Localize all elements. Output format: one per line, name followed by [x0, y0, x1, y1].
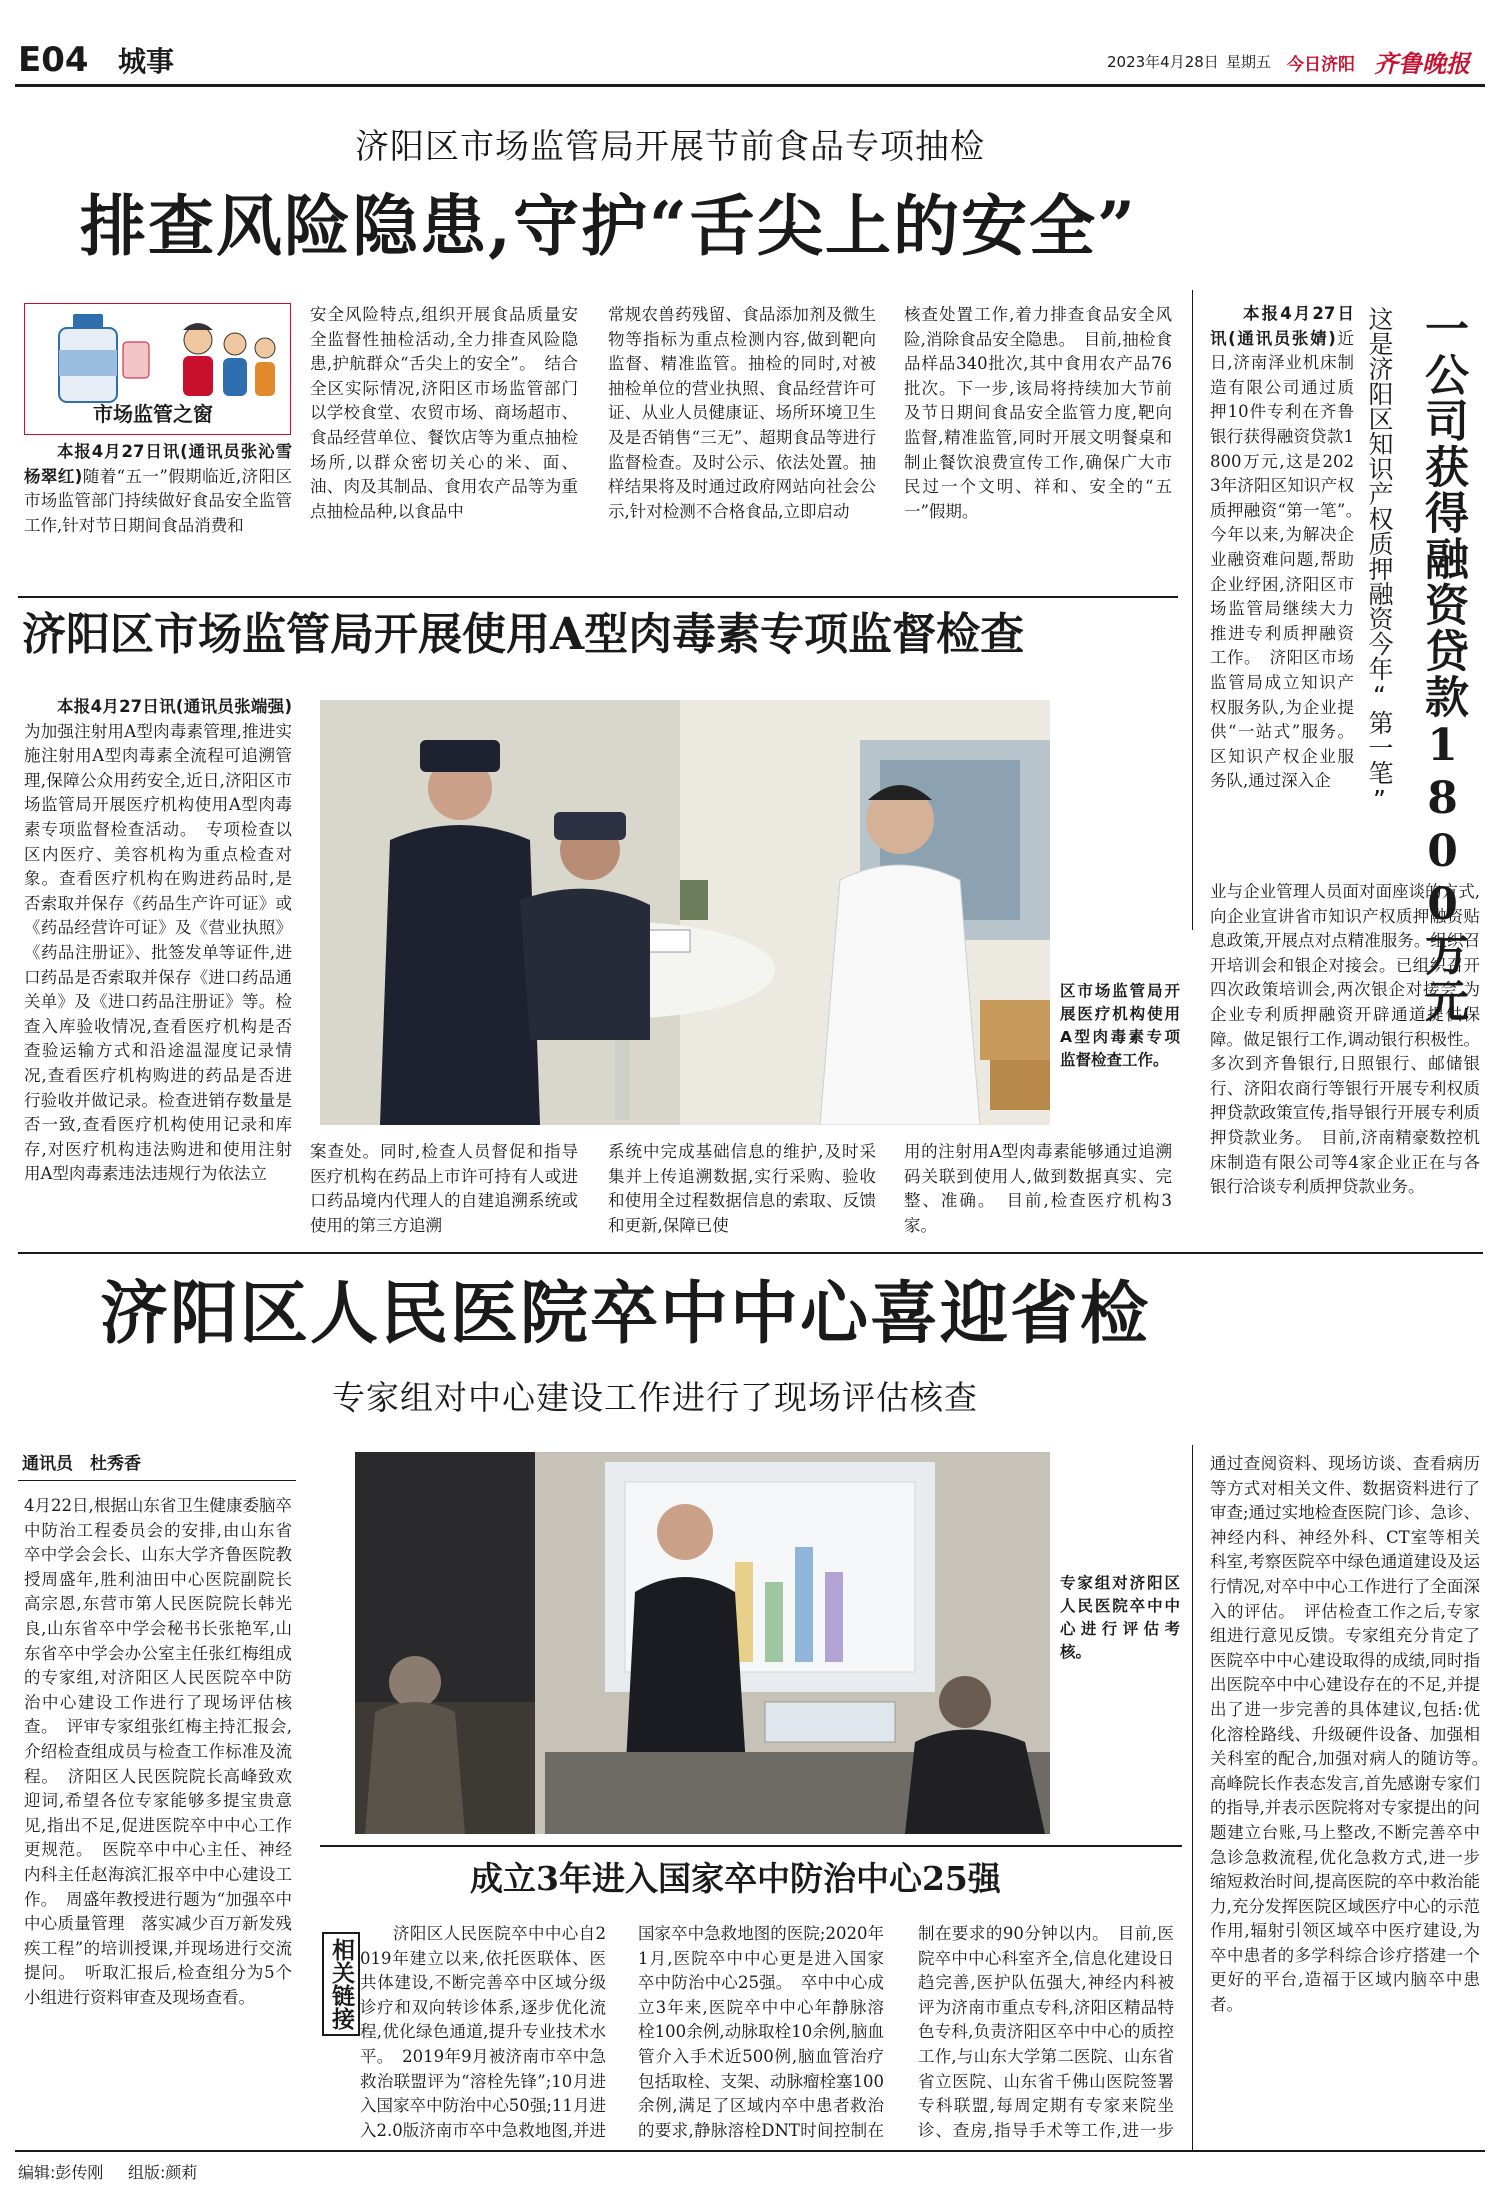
article1-col4-text: 核查处置工作,着力排查食品安全风险,消除食品安全隐患。 目前,抽检食品样品340批次,其中食用农产品76批次。下一步,该局将持续加大节前及节日期间食品安全监管力度,靶向监督,精准监管,同时开展文明餐桌和制止餐饮浪费宣传工作,确保广大市民过一个文明、祥和、安全的“五一”假期。 [904, 305, 1172, 521]
article2-left-rule [1192, 290, 1193, 930]
footer-layout: 组版:颜莉 [128, 2163, 198, 2182]
section-name: 城事 [118, 45, 175, 78]
article3-col4-text: 用的注射用A型肉毒素能够通过追溯码关联到使用人,做到数据真实、完整、准确。 目前,检查医疗机构3家。 [904, 1142, 1172, 1235]
article2-body1 [1210, 302, 1354, 876]
family-icon [173, 312, 283, 404]
article1-col3-text: 常规农兽药残留、食品添加剂及微生物等指标为重点检测内容,做到靶向监督、精准监管。抽检的同时,对被抽检单位的营业执照、食品经营许可证、从业人员健康证、场所环境卫生及是否销售“三无”、超期食品等进行监督检查。及时公示、依法处置。抽样结果将及时通过政府网站向社会公示,针对检测不合格食品,立即启动 [608, 305, 876, 521]
inspection-photo-art [320, 700, 1050, 1125]
article4-col-right-text: 通过查阅资料、现场访谈、查看病历等方式对相关文件、数据资料进行了审查;通过实地检查医院门诊、急诊、神经内科、神经外科、CT室等相关科室,考察医院卒中绿色通道建设及运行情况,对卒中中心工作进行了全面深入的评估。 评估检查工作之后,专家组进行意见反馈。专家组充分肯定了医院卒中中心建设取得的成绩,同时指出医院卒中中心建设存在的不足,并提出了进一步完善的具体建议,包括:优化溶栓路线、升级硬件设备、加强相关科室的配合,加强对病人的随访等。 高峰院长作表态发言,首先感谢专家们的指导,并表示医院将对专家提出的问题建立台账,马上整改,不断完善卒中急诊急救流程,优化急救方式,进一步缩短救治时间,提高医院的卒中救治能力,充分发挥医院区域医疗中心的示范作用,辐射引领区域卒中医疗建设,为卒中患者的多学科综合诊疗搭建一个更好的平台,造福于区域内脑卒中患者。 [1210, 1454, 1480, 2015]
footer-editor: 编辑:彭传刚 [18, 2163, 104, 2182]
article3-headline: 济阳区市场监管局开展使用A型肉毒素专项监督检查 [22, 609, 1025, 660]
paper-logo: 齐鲁晚报 [1374, 49, 1470, 78]
article2-byline: 本报4月27日讯(通讯员张婧) [1210, 304, 1354, 348]
article4-col1 [24, 1494, 292, 2134]
article4-col1-text: 4月22日,根据山东省卫生健康委脑卒中防治工程委员会的安排,由山东省卒中学会会长、山东大学齐鲁医院教授周盛年,胜利油田中心医院副院长高宗恩,东营市第人民医院院长韩光良,山东省卒中学会秘书长张艳军,山东省卒中学会办公室主任张红梅组成的专家组,对济阳区人民医院卒中防治中心建设工作进行了现场评估核查。 评审专家组张红梅主持汇报会,介绍检查组成员与检查工作标准及流程。 济阳区人民医院院长高峰致欢迎词,希望各位专家能够多提宝贵意见,指出不足,促进医院卒中中心工作更规范。 医院卒中中心主任、神经内科主任赵海滨汇报卒中中心建设工作。 周盛年教授进行题为“加强卒中中心质量管理 落实减少百万新发残疾工程”的培训授课,并现场进行交流提问。 听取汇报后,检查组分为5个小组进行资料审查及现场查看。 [24, 1496, 292, 2007]
article1-col2 [310, 303, 578, 588]
article1-col4 [904, 303, 1172, 563]
edition-name: 今日济阳 [1287, 55, 1355, 75]
article4-byline: 通讯员 杜秀香 [22, 1454, 141, 1474]
article3-bottom-rule [18, 1252, 1483, 1254]
inspection-photo-caption: 区市场监管局开展医疗机构使用A型肉毒素专项监督检查工作。 [1060, 982, 1180, 1069]
footer-rule [15, 2150, 1485, 2152]
article1-bottom-rule [18, 596, 1178, 598]
bottle-icon [39, 310, 159, 406]
article4-headline: 济阳区人民医院卒中中心喜迎省检 [100, 1274, 1151, 1354]
hospital-photo [355, 1452, 1050, 1834]
article2-body2 [1210, 880, 1480, 1242]
column-logo [24, 303, 291, 435]
issue-date: 2023年4月28日 [1107, 53, 1219, 71]
article4-byline-rule [18, 1480, 296, 1481]
sidebar-col1 [360, 1922, 606, 2138]
article4-subhead: 专家组对中心建设工作进行了现场评估核查 [332, 1378, 978, 1417]
sidebar-label: 相关链接 [322, 1932, 360, 2036]
article1-kicker: 济阳区市场监管局开展节前食品专项抽检 [355, 127, 985, 167]
article3-col2 [310, 1140, 578, 1240]
article4-right-rule [1192, 1445, 1193, 2150]
article2-headline: 一公司获得融资贷款1800万元 [1417, 306, 1468, 1024]
article1-col3 [608, 303, 876, 588]
article1-col2-text: 安全风险特点,组织开展食品质量安全监督性抽检活动,全力排查风险隐患,护航群众“舌尖上的安全”。 结合全区实际情况,济阳区市场监管部门以学校食堂、农贸市场、商场超市、食品经营单位、餐饮店等为重点抽检场所,以群众密切关心的米、面、油、肉及其制品、食用农产品等为重点抽检品种,以食品中 [310, 305, 578, 521]
article2-body2-text: 业与企业管理人员面对面座谈的方式,向企业宣讲省市知识产权质押融资贴息政策,开展点对点精准服务。组织召开培训会和银企对接会。已组织召开四次政策培训会,两次银企对接会,为企业专利质押融资开辟通道提供保障。做足银行工作,调动银行积极性。多次到齐鲁银行,日照银行、邮储银行、济阳农商行等银行开展专利权质押贷款政策宣传,指导银行开展专利质押贷款业务。 目前,济南精豪数控机床制造有限公司等4家企业正在与各银行洽谈专利质押贷款业务。 [1210, 882, 1480, 1197]
article1-byline: 本报4月27日讯(通讯员张沁雪 杨翠红) [24, 442, 292, 486]
sidebar-col3-text: 制在要求的90分钟以内。 目前,医院卒中中心科室齐全,信息化建设日趋完善,医护队伍强大,神经内科被评为济南市重点专科,济阳区精品特色专科,负责济阳区卒中中心的质控工作,与山东大学第二医院、山东省省立医院、山东省千佛山医院签署专科联盟,每周定期有专家来院坐诊、查房,指导手术等工作,进一步 [918, 1924, 1174, 2138]
hospital-photo-art [355, 1452, 1050, 1834]
inspection-photo [320, 700, 1050, 1125]
page-code: E04 [18, 40, 89, 80]
article3-col1 [24, 695, 292, 1237]
article3-col3-text: 系统中完成基础信息的维护,及时采集并上传追溯数据,实行采购、验收和使用全过程数据信息的索取、反馈和更新,保障已使 [608, 1142, 876, 1235]
article3-byline: 本报4月27日讯(通讯员张端强) [57, 697, 292, 716]
article2-subhead: 这是济阳区知识产权质押融资今年“第一笔” [1365, 306, 1394, 814]
sidebar-col2-text: 国家卒中急救地图的医院;2020年1月,医院卒中中心更是进入国家卒中防治中心25强。 卒中中心成立3年来,医院卒中中心年静脉溶栓100余例,动脉取栓10余例,脑血管介入手术近500例,脑血管治疗包括取栓、支架、动脉瘤栓塞100余例,满足了区域内卒中患者救治的要求,静脉溶栓DNT时间控制在 [638, 1924, 884, 2138]
hospital-photo-caption: 专家组对济阳区人民医院卒中中心进行评估考核。 [1060, 1574, 1180, 1661]
article3-col4 [904, 1140, 1172, 1240]
header-rule [15, 84, 1485, 87]
sidebar-col2 [638, 1922, 884, 2138]
article1-headline: 排查风险隐患,守护“舌尖上的安全” [80, 187, 1137, 265]
sidebar-col1-text: 济阳区人民医院卒中中心自2019年建立以来,依托医联体、医共体建设,不断完善卒中区域分级诊疗和双向转诊体系,逐步优化流程,优化绿色通道,提升专业技术水平。 2019年9月被济南市卒中急救治联盟评为“溶栓先锋”;10月进入国家卒中防治中心50强;11月进入2.0版济南市卒中急救地图,并进 [360, 1924, 606, 2138]
sidebar-col3 [918, 1922, 1174, 2138]
article1-col1-text: 随着“五一”假期临近,济阳区市场监管部门持续做好食品安全监管工作,针对节日期间食品消费和 [24, 466, 292, 535]
article4-col-right [1210, 1452, 1480, 2112]
article1-col1 [24, 440, 292, 590]
article2-body1-text: 近日,济南泽业机床制造有限公司通过质押10件专利在齐鲁银行获得融资贷款1800万元,这是2023年济阳区知识产权质押融资“第一笔”。 今年以来,为解决企业融资难问题,帮助企业纾困,济阳区市场监管局继续大力推进专利质押融资工作。 济阳区市场监管局成立知识产权服务队,为企业提供“一站式”服务。区知识产权企业服务队,通过深入企 [1210, 328, 1354, 791]
article3-col2-text: 案查处。同时,检查人员督促和指导医疗机构在药品上市许可持有人或进口药品境内代理人的自建追溯系统或使用的第三方追溯 [310, 1142, 578, 1235]
issue-weekday: 星期五 [1226, 53, 1272, 71]
article3-col3 [608, 1140, 876, 1240]
column-logo-label: 市场监管之窗 [93, 402, 213, 426]
article3-col1-text: 为加强注射用A型肉毒素管理,推进实施注射用A型肉毒素全流程可追溯管理,保障公众用药安全,近日,济阳区市场监管局开展医疗机构使用A型肉毒素专项监督检查活动。 专项检查以区内医疗、美容机构为重点检查对象。查看医疗机构在购进药品时,是否索取并保存《药品生产许可证》或《药品经营许可证》及《营业执照》《药品注册证》、批签发单等证件,进口药品是否索取并保存《进口药品通关单》及《进口药品注册证》等。检查入库验收情况,查看医疗机构是否查验运输方式和沿途温湿度记录情况,查看医疗机构购进的药品是否进行验收并做记录。检查进销存数量是否一致,查看医疗机构使用记录和库存,对医疗机构违法购进和使用注射用A型肉毒素违法违规行为依法立 [24, 721, 292, 1184]
sidebar-headline: 成立3年进入国家卒中防治中心25强 [470, 1859, 1001, 1898]
